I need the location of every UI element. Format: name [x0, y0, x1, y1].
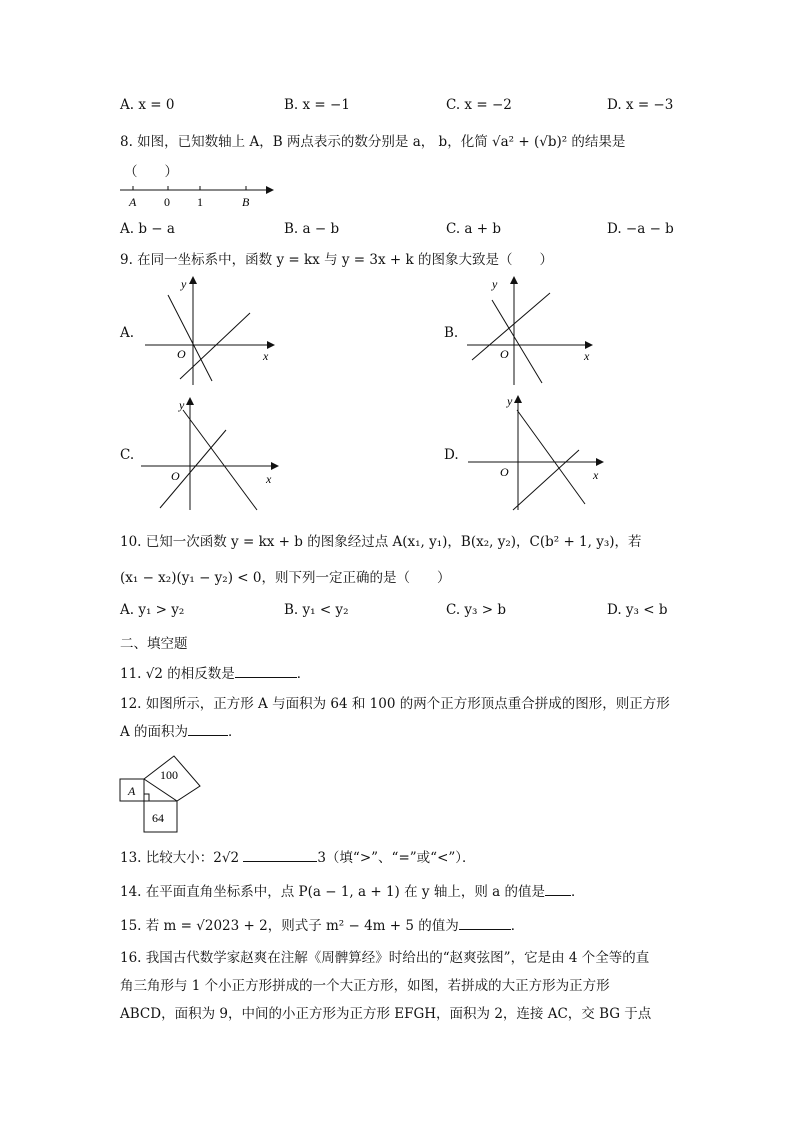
q13-text: 13. 比较大小：2√2: [120, 850, 240, 866]
q13-answer-blank[interactable]: [243, 849, 317, 862]
q9-option-c-label: C.: [120, 447, 135, 463]
q8-number-line: [118, 180, 278, 210]
q7-option-d: D. x = −3: [607, 97, 674, 113]
q15: [120, 914, 524, 934]
q16-line2: 角三角形与 1 个小正方形拼成的一个大正方形，如图，若拼成的大正方形为正方形: [120, 978, 610, 994]
q12-line2: [120, 720, 242, 740]
q10-option-a: A. y₁ > y₂: [120, 602, 185, 618]
q8-axis-label-a: A: [129, 195, 137, 209]
q13-end: 3（填“>”、“=”或“<”）．: [317, 850, 476, 866]
q14-end: ．: [570, 884, 585, 900]
q7-option-b: B. x = −1: [284, 97, 350, 113]
x-axis-label: x: [584, 349, 590, 363]
y-axis-label: y: [507, 394, 513, 408]
x-axis-label: x: [593, 468, 599, 482]
q8-option-b: B. a − b: [284, 221, 340, 237]
q16-line1: 16. 我国古代数学家赵爽在注解《周髀算经》时给出的“赵爽弦图”，它是由 4 个全等的直: [120, 950, 650, 966]
section-heading: 二、填空题: [120, 636, 188, 652]
q13: [120, 846, 476, 866]
q12-line1: 12. 如图所示，正方形 A 与面积为 64 和 100 的两个正方形顶点重合拼成的图形，则正方形: [120, 696, 670, 712]
q15-end: ．: [510, 918, 525, 934]
origin-label: O: [500, 347, 509, 361]
x-axis-label: x: [266, 472, 272, 486]
q11-end: ．: [296, 666, 311, 682]
q14-answer-blank[interactable]: [545, 883, 571, 896]
q8-option-d: D. −a − b: [607, 221, 674, 237]
q8-axis-label-1: 1: [197, 195, 203, 209]
q12-end: ．: [228, 724, 242, 740]
q8-paren: （ ）: [124, 164, 178, 180]
q10-stem: 10. 已知一次函数 y = kx + b 的图象经过点 A(x₁, y₁)，B(x₂, y₂)，C(b² + 1, y₃)，若: [120, 534, 642, 550]
q9-graph-a: [140, 275, 290, 390]
q10-option-c: C. y₃ > b: [446, 602, 507, 618]
square-64-label: 64: [152, 811, 164, 825]
q10-stem-2: (x₁ − x₂)(y₁ − y₂) < 0，则下列一定正确的是（ ）: [120, 570, 451, 586]
q10-option-d: D. y₃ < b: [607, 602, 668, 618]
q9-graph-c: [138, 392, 288, 514]
q9-option-b-label: B.: [444, 325, 459, 341]
y-axis-label: y: [181, 277, 187, 291]
q8-axis-label-b: B: [242, 195, 250, 209]
square-a-label: A: [128, 784, 136, 798]
origin-label: O: [171, 469, 180, 483]
q8-axis-label-0: 0: [164, 195, 170, 209]
q9-option-a-label: A.: [120, 325, 135, 341]
origin-label: O: [177, 347, 186, 361]
q9-option-d-label: D.: [444, 447, 459, 463]
q11-text: 11. √2 的相反数是: [120, 666, 235, 682]
y-axis-label: y: [492, 277, 498, 291]
q10-option-b: B. y₁ < y₂: [284, 602, 349, 618]
x-axis-label: x: [263, 349, 269, 363]
q9-graph-d: [463, 388, 613, 516]
q11-answer-blank[interactable]: [235, 665, 297, 678]
q8-option-c: C. a + b: [446, 221, 502, 237]
q8-stem: 8. 如图，已知数轴上 A，B 两点表示的数分别是 a， b，化简 √a² + (√b)² 的结果是: [120, 134, 626, 150]
q14-text: 14. 在平面直角坐标系中，点 P(a − 1, a + 1) 在 y 轴上，则 a 的值是: [120, 884, 545, 900]
q11: [120, 662, 310, 682]
q14: [120, 880, 584, 900]
q15-text: 15. 若 m = √2023 + 2，则式子 m² − 4m + 5 的值为: [120, 918, 459, 934]
q12-square-figure: [118, 744, 208, 836]
q12-text: A 的面积为: [120, 724, 189, 740]
origin-label: O: [500, 465, 509, 479]
q16-line3: ABCD，面积为 9，中间的小正方形为正方形 EFGH，面积为 2，连接 AC，交 BG 于点: [120, 1006, 652, 1022]
q9-stem: 9. 在同一坐标系中，函数 y = kx 与 y = 3x + k 的图象大致是（ ）: [120, 252, 553, 268]
q9-graph-b: [462, 275, 612, 390]
q8-option-a: A. b − a: [120, 221, 175, 237]
q15-answer-blank[interactable]: [459, 917, 511, 930]
q7-option-a: A. x = 0: [120, 97, 175, 113]
square-100-label: 100: [160, 768, 178, 782]
y-axis-label: y: [179, 398, 185, 412]
q7-option-c: C. x = −2: [446, 97, 512, 113]
q12-answer-blank[interactable]: [188, 723, 228, 736]
